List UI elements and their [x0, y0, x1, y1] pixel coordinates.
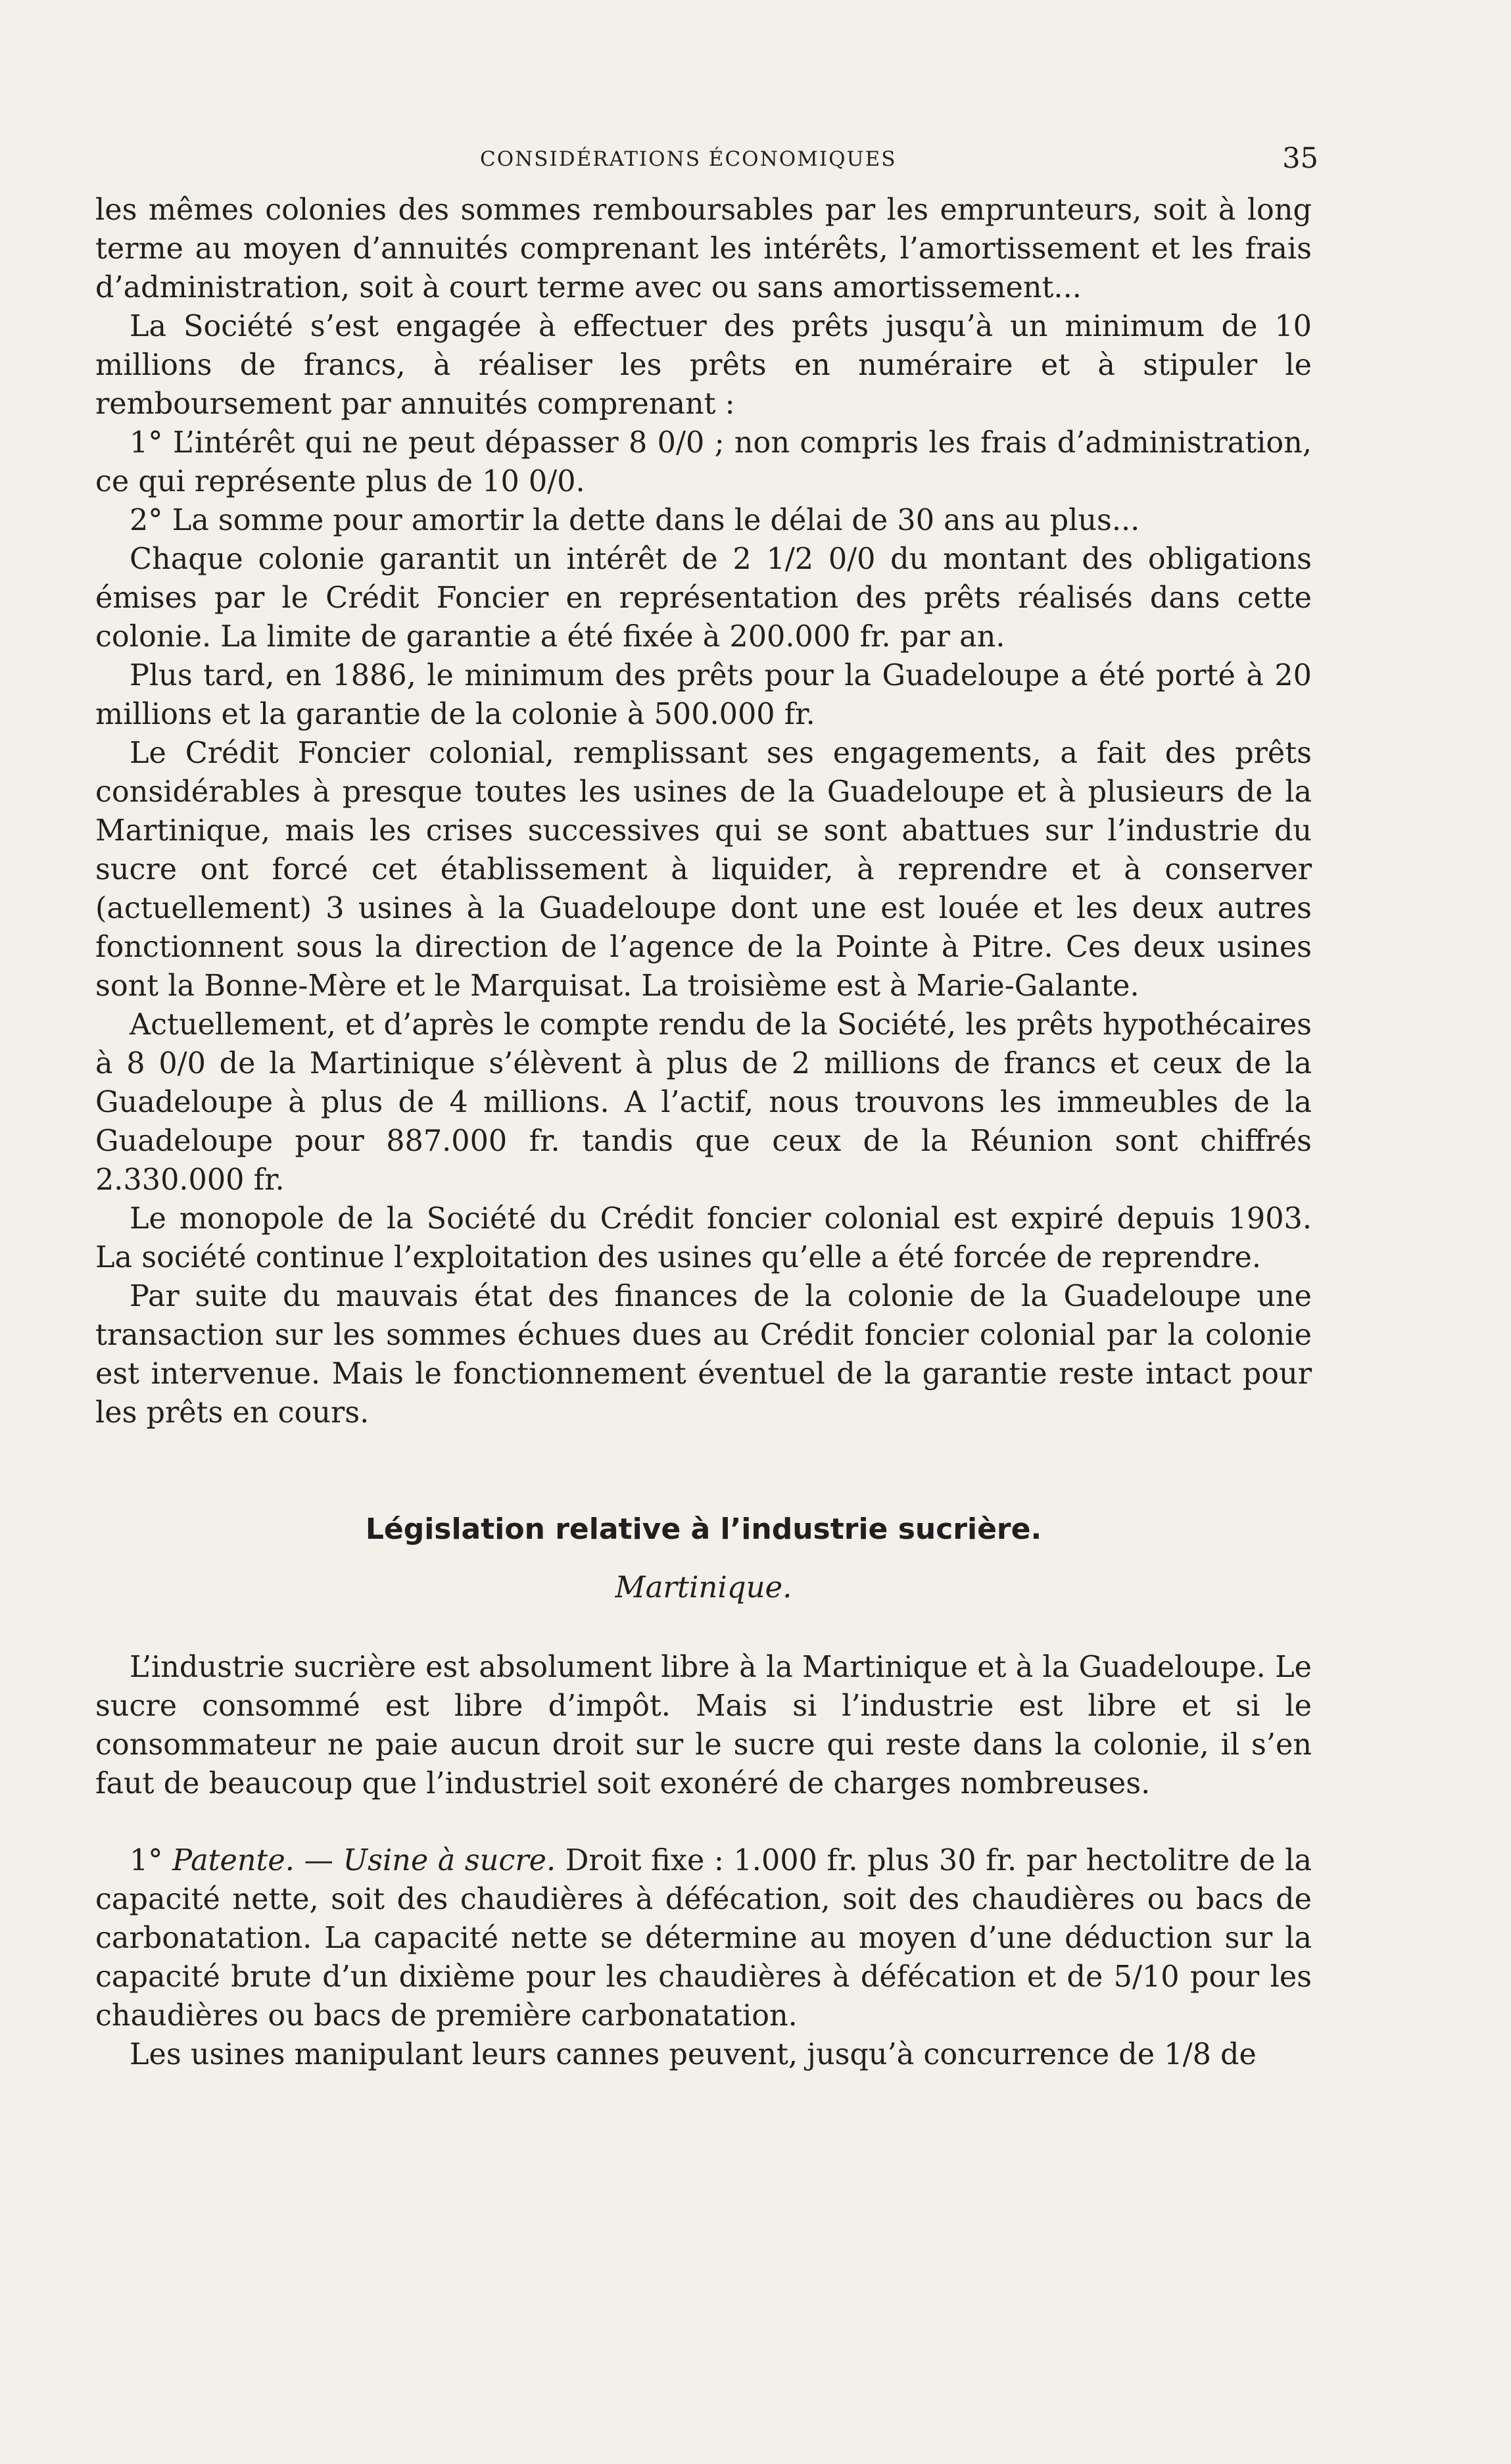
patente-text: Droit fixe : 1.000 fr. plus 30 fr. par hectolitre de la capacité nette, soit des chaudières à défécation, soit des chaudières ou bacs de carbonatation. La capacité nette se détermine au moyen d’une déduction sur la capacité brute d’un dixième pour les chaudières à défécation et de 5/10 pour les chaudières ou bacs de première carbonatation. [95, 1844, 1312, 2033]
paragraph: Le monopole de la Société du Crédit foncier colonial est expiré depuis 1903. La société continue l’exploitation des usines qu’elle a été forcée de reprendre. [95, 1202, 1312, 1274]
running-head [95, 132, 1318, 191]
body-text [95, 191, 1312, 2074]
paragraph: Chaque colonie garantit un intérêt de 2 1/2 0/0 du montant des obligations émises par le Crédit Foncier en représentation des prêts réalisés dans cette colonie. La limite de garantie a été fixée à 200.000 fr. par an. [95, 543, 1312, 654]
paragraph: Actuellement, et d’après le compte rendu de la Société, les prêts hypothécaires à 8 0/0 de la Martinique s’élèvent à plus de 2 millions de francs et ceux de la Guadeloupe à plus de 4 millions. A l’actif, nous trouvons les immeubles de la Guadeloupe pour 887.000 fr. tandis que ceux de la Réunion sont chiffrés 2.330.000 fr. [95, 1008, 1312, 1197]
page-number: 35 [1282, 142, 1318, 175]
paragraph: Le Crédit Foncier colonial, remplissant ses engagements, a fait des prêts considérables à presque toutes les usines de la Guadeloupe et à plusieurs de la Martinique, mais les crises successives qui se sont abattues sur l’industrie du sucre ont forcé cet établissement à liquider, à reprendre et à conserver (actuellement) 3 usines à la Guadeloupe dont une est louée et les deux autres fonctionnent sous la direction de l’agence de la Pointe à Pitre. Ces deux usines sont la Bonne-Mère et le Marquisat. La troisième est à Marie-Galante. [95, 737, 1312, 1003]
paragraph: 1° L’intérêt qui ne peut dépasser 8 0/0 ; non compris les frais d’administration, ce qui représente plus de 10 0/0. [95, 426, 1312, 498]
patente-dash: — [294, 1844, 343, 1877]
paragraph: Plus tard, en 1886, le minimum des prêts pour la Guadeloupe a été porté à 20 millions et la garantie de la colonie à 500.000 fr. [95, 659, 1312, 731]
paragraph: Par suite du mauvais état des finances de la colonie de la Guadeloupe une transaction sur les sommes échues dues au Crédit foncier colonial par la colonie est intervenue. Mais le fonctionnement éventuel de la garantie reste intact pour les prêts en cours. [95, 1280, 1312, 1430]
subsection-title: Martinique. [615, 1570, 792, 1605]
page [95, 132, 1318, 2074]
last-line: Les usines manipulant leurs cannes peuvent, jusqu’à concurrence de 1/8 de [130, 2038, 1257, 2071]
patente-paragraph [95, 1841, 1312, 2035]
running-title: CONSIDÉRATIONS ÉCONOMIQUES [480, 147, 897, 171]
paragraph: les mêmes colonies des sommes remboursables par les emprunteurs, soit à long terme au moyen d’annuités comprenant les intérêts, l’amortissement et les frais d’administration, soit à court terme avec ou sans amortissement... [95, 193, 1312, 304]
paragraph: 2° La somme pour amortir la dette dans le délai de 30 ans au plus... [130, 504, 1140, 537]
patente-label: Patente. [172, 1844, 295, 1877]
section-intro: L’industrie sucrière est absolument libre à la Martinique et à la Guadeloupe. Le sucre consommé est libre d’impôt. Mais si l’industrie est libre et si le consommateur ne paie aucun droit sur le sucre qui reste dans la colonie, il s’en faut de beaucoup que l’industriel soit exonéré de charges nombreuses. [95, 1651, 1312, 1800]
patente-number: 1° [130, 1844, 163, 1877]
patente-sublabel: Usine à sucre. [343, 1844, 556, 1877]
section-title: Législation relative à l’industrie sucrière. [365, 1512, 1042, 1546]
paragraph: La Société s’est engagée à effectuer des prêts jusqu’à un minimum de 10 millions de francs, à réaliser les prêts en numéraire et à stipuler le remboursement par annuités comprenant : [95, 310, 1312, 421]
